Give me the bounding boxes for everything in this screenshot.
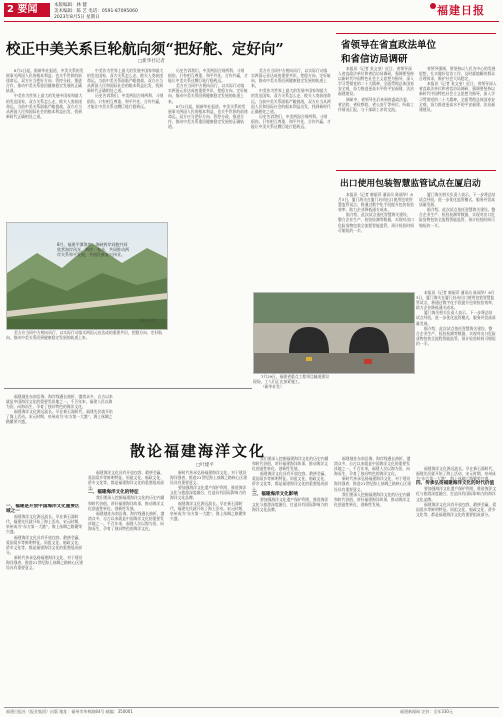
right-mid-paragraph: 据介绍，此次试点依托智慧海关建设，整合企业生产、检验检测等数据，实现对出口危险货物包装全流程智能监管，预计检验时间可缩短约一半。 — [419, 207, 496, 228]
culture-subhead: 一、福建是开放中国海洋文化重要区域之一 — [6, 504, 80, 515]
culture-column-5 — [252, 456, 330, 704]
right-mid-paragraph: 据介绍，此次试点依托智慧海关建设，整合企业生产、检验检测等数据，实现对出口危险货物包装全流程智能监管，预计检验时间可缩短约一半。 — [416, 325, 496, 346]
culture-paragraph: 福建地处东南沿海，海岸线漫长曲折，港湾众多，自古以来就是中国海洋文化的重要发祥地之一。千百年来，福建人民以海为田，向海而生，孕育了独具特色的海洋文化。 — [334, 456, 411, 477]
right-top-paragraph: 省领导强调，要坚持以人民为中心的发展思想，扎实做好信访工作，及时就地解决群众合理诉求，维护社会大局稳定。 — [419, 66, 496, 82]
culture-paragraph: 要加强海洋文化遗产保护利用，推进海洋文化与旅游深度融合，打造具有国际影响力的海洋文化品牌。 — [252, 496, 329, 512]
culture-column-4 — [170, 470, 248, 704]
tunnel-photo-image — [254, 293, 414, 373]
culture-paragraph: 福建海洋文化源远流长。早在新石器时代，福建先民就开始了海上活动。宋元时期，泉州成为“东方第一大港”，海上丝绸之路繁荣兴盛。 — [416, 466, 497, 482]
lead-paragraph: 历史告诉我们，中美两国合则两利、斗则俱伤。只有相互尊重、和平共处、合作共赢，才能让中美关系这艘巨轮行稳致远。 — [87, 93, 164, 109]
footer-right: 福建新闻网 定价：全年330元 — [400, 709, 453, 714]
culture-column-6 — [334, 456, 412, 704]
right-top-headline-2: 和省信访局调研 — [341, 54, 408, 65]
culture-paragraph: 要加强海洋文化遗产保护利用，推进海洋文化与旅游深度融合，打造具有国际影响力的海洋文化品牌。 — [170, 485, 247, 501]
lead-paragraph: 美方应当同中方相向而行，以实际行动落实两国元首达成的重要共识，把稳方向、定好航向，推动中美关系回到健康稳定发展的轨道上来。 — [6, 330, 163, 341]
right-top-paragraph: 调研中，省领导先后来到省委政法委、省法院、省检察院、省公安厅等单位，听取工作情况汇报，与干部职工亲切交流。 — [338, 96, 414, 112]
lead-paragraph: 美方应当同中方相向而行，以实际行动落实两国元首达成的重要共识，把稳方向、定好航向，推动中美关系回到健康稳定发展的轨道上来。 — [251, 68, 331, 89]
section-number: 2 — [7, 4, 14, 15]
right-top-rule — [336, 33, 496, 34]
tunnel-caption: 7月29日，福建省重点工程项目隧道建设现场，工人们正在加紧施工。 — [253, 374, 329, 385]
culture-paragraph: 新时代传承弘扬福建海洋文化，对于建设海洋强省、推进21世纪海上丝绸之路核心区建设具有重要意义。 — [170, 470, 247, 486]
section-badge — [4, 3, 50, 17]
lead-column-5 — [6, 330, 166, 380]
date-line: 2023年8月5日 星期日 — [54, 15, 100, 20]
culture-column-3 — [88, 470, 166, 704]
culture-paragraph: 福建海洋文化源远流长。早在新石器时代，福建先民就开始了海上活动。宋元时期，泉州成为“东方第一大港”，海上丝绸之路繁荣兴盛。 — [6, 514, 83, 535]
lead-photo-credit: 新华社发 — [140, 318, 156, 323]
culture-headline: 散论福建海洋文化 — [130, 442, 267, 460]
right-top-headline-1: 省领导在省直政法单位 — [341, 40, 437, 51]
right-mid-paragraph: 厦门海关相关负责人表示，下一步将总结试点经验，进一步优化监管模式，服务外贸高质量发展。 — [416, 310, 496, 326]
culture-paragraph: 新时代传承弘扬福建海洋文化，对于建设海洋强省、推进21世纪海上丝绸之路核心区建设具有重要意义。 — [334, 476, 411, 492]
lead-paragraph: 历史告诉我们，中美两国合则两利、斗则俱伤。只有相互尊重、和平共处、合作共赢，才能让中美关系这艘巨轮行稳致远。 — [251, 113, 331, 130]
lead-paragraph: 8月2日起，据新华社报道，中美关系的发展事关两国人民的根本利益，也关乎世界的前途命运。双方应当把好方向、管控分歧、推进合作，推动中美关系重回健康稳定发展的正确轨道。 — [168, 103, 248, 130]
lead-paragraph: 中美作为世界上最大的发展中国家和最大的发达国家，双方关系怎么走，攸关人类前途命运。当前中美关系面临严峻挑战，双方应当从两国人民和国际社会的根本利益出发，找到新时代正确相处之道。 — [6, 93, 83, 119]
culture-paragraph: 福建海洋文化具有开放包容、敢拼会赢、爱国爱乡等鲜明特征。妈祖文化、船政文化、侨乡文化等，都是福建海洋文化的重要组成部分。 — [88, 470, 165, 491]
culture-paragraph: 福建地处东南沿海，海岸线漫长曲折，港湾众多，自古以来就是中国海洋文化的重要发祥地之一。千百年来，福建人民以海为田，向海而生，孕育了独具特色的海洋文化。 — [88, 510, 165, 532]
culture-byline: □叶建平 — [196, 463, 214, 468]
lead-photo-caption: 8月，福建平潭海岸，海峡两岸同胞共同欣赏海岸风光，两岸一家亲，共同推动两岸关系和平发展，共创民族复兴伟业。 — [57, 242, 129, 258]
culture-paragraph: 要加强海洋文化遗产保护利用，推进海洋文化与旅游深度融合，打造具有国际影响力的海洋文化品牌。 — [416, 486, 497, 502]
right-top-paragraph: 本报讯（记者 张文奎）近日，省领导深入省直政法单位和省信访局调研，强调要坚持以新时代中国特色社会主义思想为指导，深入学习贯彻党的二十大精神，全面贯彻总体国家安全观，奋力推进更高水平的平安福建、法治福建建设。 — [338, 66, 414, 97]
culture-column-2 — [6, 504, 84, 704]
right-mid-rule — [336, 170, 496, 171]
lead-column-2 — [87, 68, 165, 218]
lead-paragraph: 中美作为世界上最大的发展中国家和最大的发达国家，双方关系怎么走，攸关人类前途命运。当前中美关系面临严峻挑战，双方应当从两国人民和国际社会的根本利益出发，找到新时代正确相处之道。 — [87, 68, 164, 94]
lead-paragraph: 美方应当同中方相向而行，以实际行动落实两国元首达成的重要共识，把稳方向、定好航向，推动中美关系回到健康稳定发展的轨道上来。 — [168, 83, 248, 104]
newspaper-logo: 福建日报 — [437, 4, 485, 17]
footer-rule — [4, 707, 499, 708]
culture-paragraph: 福建海洋文化具有开放包容、敢拼会赢、爱国爱乡等鲜明特征。妈祖文化、船政文化、侨乡文化等，都是福建海洋文化的重要组成部分。 — [416, 501, 497, 517]
culture-paragraph: 我们要深入挖掘福建海洋文化的历史内涵和时代价值，讲好福建海洋故事，推动海洋文化创造性转化、创新性发展。 — [252, 456, 329, 472]
editor-line: 本版编辑：林 健 — [54, 3, 87, 8]
culture-paragraph: 新时代传承弘扬福建海洋文化，对于建设海洋强省、推进21世纪海上丝绸之路核心区建设具有重要意义。 — [6, 554, 83, 571]
culture-subhead: 二、福建海洋文化的特征 — [88, 490, 139, 496]
masthead-info — [54, 3, 138, 21]
lead-column-4 — [251, 68, 331, 308]
right-mid-column-3 — [416, 290, 496, 460]
lead-paragraph: 8月2日起，据新华社报道，中美关系的发展事关两国人民的根本利益，也关乎世界的前途命运。双方应当把好方向、管控分歧、推进合作，推动中美关系重回健康稳定发展的正确轨道。 — [6, 68, 84, 94]
contact-line: 美术编辑：陈 艺 电话：0591-87095060 — [54, 9, 138, 14]
culture-paragraph: 福建海洋文化源远流长。早在新石器时代，福建先民就开始了海上活动。宋元时期，泉州成为“东方第一大港”，海上丝绸之路繁荣兴盛。 — [170, 500, 247, 521]
lead-column-3 — [168, 68, 248, 308]
right-mid-paragraph: 本报讯（记者 廖丽萍 通讯员 陈丽华）8月3日，厦门海关在厦门启动出口使用包装智慧监管试点，将通过数字化手段提升包装检验效率，助力企业降低通关成本。 — [416, 290, 496, 311]
lead-column-1 — [6, 68, 84, 218]
lead-headline: 校正中美关系巨轮航向须“把好舵、定好向” — [6, 41, 284, 58]
right-mid-paragraph: 据介绍，此次试点依托智慧海关建设，整合企业生产、检验检测等数据，实现对出口危险货物包装全流程智能监管，预计检验时间可缩短约一半。 — [338, 212, 414, 233]
tunnel-photo — [253, 292, 415, 374]
top-rule — [4, 21, 499, 22]
section-name: 要闻 — [17, 4, 38, 15]
right-mid-column-2 — [419, 192, 497, 286]
right-mid-paragraph: 厦门海关相关负责人表示，下一步将总结试点经验，进一步优化监管模式，服务外贸高质量发展。 — [419, 192, 496, 208]
culture-subhead: 三、福建海洋文化影响 — [252, 491, 298, 497]
lead-paragraph: 历史告诉我们，中美两国合则两利、斗则俱伤。只有相互尊重、和平共处、合作共赢，才能让中美关系这艘巨轮行稳致远。 — [168, 68, 248, 84]
right-mid-headline: 出口使用包装智慧监管试点在厦启动 — [340, 179, 481, 189]
footer-left: 福建日报社（报业集团）出版 地址：福州市华林路84号 邮编：350001 — [6, 709, 133, 714]
right-top-column-2 — [419, 66, 497, 166]
lead-byline: □新华社记者 — [138, 59, 165, 64]
right-top-paragraph: 本报讯（记者 张文奎）近日，省领导深入省直政法单位和省信访局调研，强调要坚持以新时代中国特色社会主义思想为指导，深入学习贯彻党的二十大精神，全面贯彻总体国家安全观，奋力推进更高水平的平安福建、法治福建建设。 — [419, 81, 497, 112]
tunnel-credit: （新华社发） — [261, 384, 284, 390]
section-rule — [4, 388, 252, 389]
logo-mark-icon — [430, 3, 436, 9]
culture-paragraph: 我们要深入挖掘福建海洋文化的历史内涵和时代价值，讲好福建海洋故事，推动海洋文化创造性转化、创新性发展。 — [88, 495, 165, 511]
culture-paragraph: 我们要深入挖掘福建海洋文化的历史内涵和时代价值，讲好福建海洋故事，推动海洋文化创造性转化、创新性发展。 — [334, 491, 411, 507]
culture-paragraph: 福建海洋文化具有开放包容、敢拼会赢、爱国爱乡等鲜明特征。妈祖文化、船政文化、侨乡文化等，都是福建海洋文化的重要组成部分。 — [6, 534, 83, 555]
culture-subhead: 四、传承弘扬福建海洋文化的时代价值 — [416, 481, 495, 487]
culture-paragraph: 福建地处东南沿海，海岸线漫长曲折，港湾众多，自古以来就是中国海洋文化的重要发祥地之一。千百年来，福建人民以海为田，向海而生，孕育了独具特色的海洋文化。 — [6, 394, 113, 410]
culture-paragraph: 福建海洋文化源远流长。早在新石器时代，福建先民就开始了海上活动。宋元时期，泉州成为“东方第一大港”，海上丝绸之路繁荣兴盛。 — [6, 409, 113, 425]
right-top-column-1 — [338, 66, 414, 166]
culture-column-7 — [416, 466, 498, 704]
lead-paragraph: 中美作为世界上最大的发展中国家和最大的发达国家，双方关系怎么走，攸关人类前途命运。当前中美关系面临严峻挑战，双方应当从两国人民和国际社会的根本利益出发，找到新时代正确相处之道。 — [251, 88, 331, 114]
culture-paragraph: 福建海洋文化具有开放包容、敢拼会赢、爱国爱乡等鲜明特征。妈祖文化、船政文化、侨乡文化等，都是福建海洋文化的重要组成部分。 — [252, 471, 329, 492]
right-mid-paragraph: 本报讯（记者 廖丽萍 通讯员 陈丽华）8月3日，厦门海关在厦门启动出口使用包装智慧监管试点，将通过数字化手段提升包装检验效率，助力企业降低通关成本。 — [338, 192, 414, 213]
right-mid-column-1 — [338, 192, 414, 286]
